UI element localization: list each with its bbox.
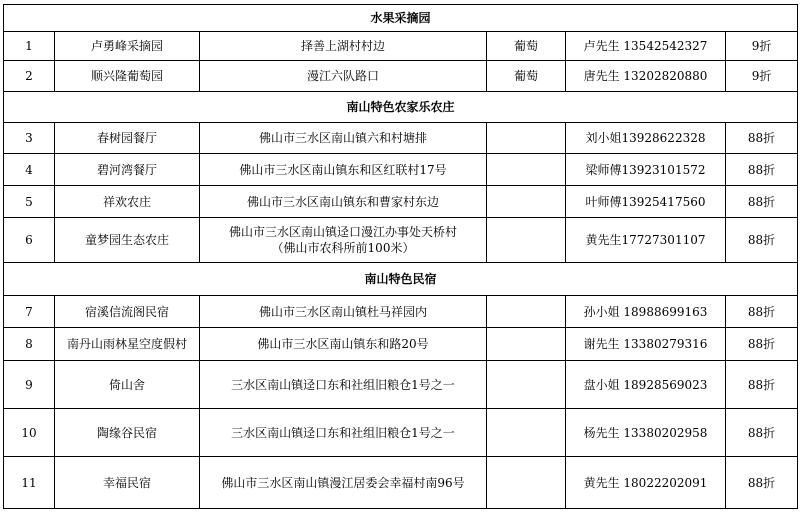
discount-value: 9折 <box>726 61 798 92</box>
row-number: 10 <box>4 409 55 457</box>
venue-address <box>200 328 487 361</box>
contact-info: 杨先生 13380202958 <box>566 409 726 457</box>
venue-address <box>200 61 487 92</box>
row-number: 4 <box>4 154 55 186</box>
address-line: 三水区南山镇迳口东和社组旧粮仓1号之一 <box>231 377 455 392</box>
row-number: 7 <box>4 296 55 328</box>
item-type <box>487 457 566 509</box>
section-header-row <box>4 263 798 296</box>
table-row <box>4 218 798 263</box>
table-row <box>4 296 798 328</box>
item-type <box>487 218 566 263</box>
discount-value: 88折 <box>726 296 798 328</box>
item-type <box>487 328 566 361</box>
venue-name: 南丹山雨林星空度假村 <box>55 328 200 361</box>
venue-name: 童梦园生态农庄 <box>55 218 200 263</box>
section-title: 南山特色民宿 <box>4 263 798 296</box>
contact-info: 黄先生17727301107 <box>566 218 726 263</box>
venue-address <box>200 409 487 457</box>
venue-address <box>200 186 487 218</box>
row-number: 11 <box>4 457 55 509</box>
contact-info: 黄先生 18022202091 <box>566 457 726 509</box>
section-title: 水果采摘园 <box>4 5 798 32</box>
table-row <box>4 123 798 154</box>
venue-name: 幸福民宿 <box>55 457 200 509</box>
table-row <box>4 32 798 61</box>
discount-value: 88折 <box>726 123 798 154</box>
address-line: 佛山市三水区南山镇迳口漫江办事处天桥村 <box>228 225 457 239</box>
item-type <box>487 296 566 328</box>
venue-name: 春树园餐厅 <box>55 123 200 154</box>
venue-address <box>200 32 487 61</box>
section-header-row <box>4 5 798 32</box>
contact-info: 刘小姐13928622328 <box>566 123 726 154</box>
section-title: 南山特色农家乐农庄 <box>4 92 798 123</box>
venue-name: 宿溪信流阁民宿 <box>55 296 200 328</box>
row-number: 3 <box>4 123 55 154</box>
contact-info: 盘小姐 18928569023 <box>566 361 726 409</box>
address-line: 三水区南山镇迳口东和社组旧粮仓1号之一 <box>231 425 455 440</box>
venue-name: 卢勇峰采摘园 <box>55 32 200 61</box>
table-row <box>4 328 798 361</box>
venue-address <box>200 457 487 509</box>
venue-name: 碧河湾餐厅 <box>55 154 200 186</box>
discount-value: 88折 <box>726 457 798 509</box>
item-type <box>487 361 566 409</box>
section-header-row <box>4 92 798 123</box>
address-line: 佛山市三水区南山镇杜马祥园内 <box>258 304 427 319</box>
discount-value: 88折 <box>726 361 798 409</box>
discount-value: 88折 <box>726 154 798 186</box>
address-line: 佛山市三水区南山镇东和曹家村东边 <box>246 194 439 209</box>
discount-table <box>3 4 798 509</box>
table-row <box>4 457 798 509</box>
discount-value: 9折 <box>726 32 798 61</box>
contact-info: 卢先生 13542542327 <box>566 32 726 61</box>
item-type <box>487 186 566 218</box>
venue-address <box>200 218 487 263</box>
table-row <box>4 186 798 218</box>
table-row <box>4 361 798 409</box>
venue-address <box>200 361 487 409</box>
table-row <box>4 409 798 457</box>
row-number: 5 <box>4 186 55 218</box>
item-type: 葡萄 <box>487 32 566 61</box>
table-row <box>4 61 798 92</box>
contact-info: 孙小姐 18988699163 <box>566 296 726 328</box>
item-type <box>487 409 566 457</box>
table-row <box>4 154 798 186</box>
row-number: 6 <box>4 218 55 263</box>
venue-address <box>200 296 487 328</box>
row-number: 2 <box>4 61 55 92</box>
venue-address <box>200 123 487 154</box>
discount-value: 88折 <box>726 186 798 218</box>
address-line: 佛山市三水区南山镇东和路20号 <box>257 337 429 351</box>
address-line: （佛山市农科所前100米） <box>271 241 415 255</box>
row-number: 8 <box>4 328 55 361</box>
venue-name: 顺兴隆葡萄园 <box>55 61 200 92</box>
contact-info: 叶师傅13925417560 <box>566 186 726 218</box>
venue-name: 陶缘谷民宿 <box>55 409 200 457</box>
venue-name: 祥欢农庄 <box>55 186 200 218</box>
venue-name: 倚山舍 <box>55 361 200 409</box>
address-line: 漫江六队路口 <box>306 69 379 83</box>
contact-info: 唐先生 13202820880 <box>566 61 726 92</box>
address-line: 佛山市三水区南山镇六和村塘排 <box>258 131 427 145</box>
row-number: 9 <box>4 361 55 409</box>
discount-value: 88折 <box>726 328 798 361</box>
item-type: 葡萄 <box>487 61 566 92</box>
item-type <box>487 154 566 186</box>
contact-info: 谢先生 13380279316 <box>566 328 726 361</box>
discount-value: 88折 <box>726 409 798 457</box>
contact-info: 梁师傅13923101572 <box>566 154 726 186</box>
address-line: 择善上湖村村边 <box>300 39 385 53</box>
item-type <box>487 123 566 154</box>
address-line: 佛山市三水区南山镇漫江居委会幸福村南96号 <box>221 475 465 490</box>
discount-value: 88折 <box>726 218 798 263</box>
address-line: 佛山市三水区南山镇东和区红联村17号 <box>239 162 447 177</box>
venue-address <box>200 154 487 186</box>
row-number: 1 <box>4 32 55 61</box>
